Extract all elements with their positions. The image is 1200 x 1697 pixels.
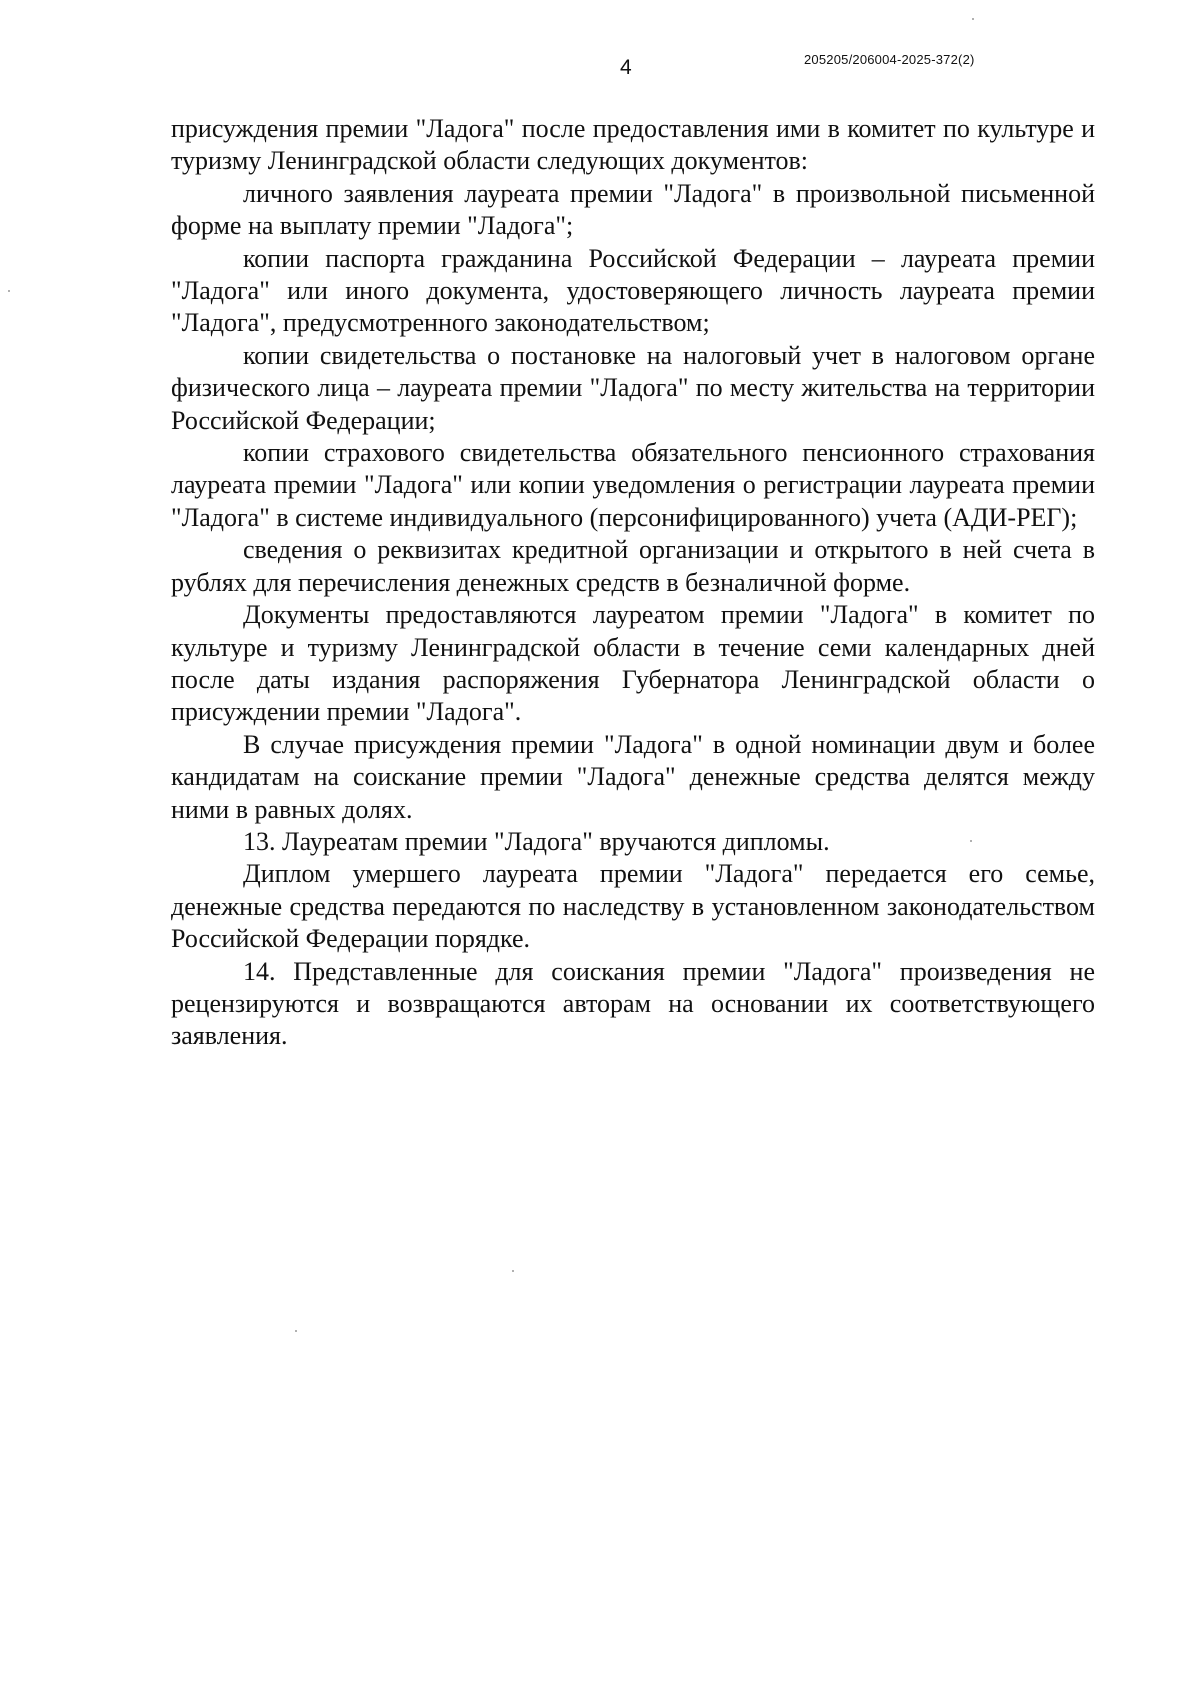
paragraph-continuation: присуждения премии "Ладога" после предоставления ими в комитет по культуре и туризму Ленинградской области следующих документов: <box>171 114 1095 176</box>
document-body <box>171 113 1095 1053</box>
paragraph-personal-statement: личного заявления лауреата премии "Ладога" в произвольной письменной форме на выплату премии "Ладога"; <box>171 178 1095 241</box>
page-number: 4 <box>620 56 632 79</box>
paragraph-shared-award: В случае присуждения премии "Ладога" в одной номинации двум и более кандидатам на соискание премии "Ладога" денежные средства делятся между ними в равных долях. <box>171 729 1095 824</box>
paragraph-tax-registration: копии свидетельства о постановке на налоговый учет в налоговом органе физического лица – лауреата премии "Ладога" по месту жительства на территории Российской Федерации; <box>171 340 1095 435</box>
paragraph-bank-details: сведения о реквизитах кредитной организации и открытого в ней счета в рублях для перечисления денежных средств в безналичной форме. <box>171 535 1095 597</box>
paragraph-item-13: 13. Лауреатам премии "Ладога" вручаются дипломы. <box>243 826 830 856</box>
paragraph-deceased-laureate: Диплом умершего лауреата премии "Ладога" передается его семье, денежные средства передаются по наследству в установленном законодательством Российской Федерации порядке. <box>171 859 1095 954</box>
paragraph-pension-insurance: копии страхового свидетельства обязательного пенсионного страхования лауреата премии "Ладога" или копии уведомления о регистрации лауреата премии "Ладога" в системе индивидуального (персонифицированного) учета (АДИ-РЕГ); <box>171 438 1095 532</box>
paragraph-submission-deadline: Документы предоставляются лауреатом премии "Ладога" в комитет по культуре и туризму Ленинградской области в течение семи календарных дней после даты издания распоряжения Губернатора Ленинградской области о присуждении премии "Ладога". <box>171 600 1095 727</box>
paragraph-item-14: 14. Представленные для соискания премии "Ладога" произведения не рецензируются и возвращаются авторам на основании их соответствующего заявления. <box>171 956 1095 1051</box>
document-id: 205205/206004-2025-372(2) <box>804 52 975 67</box>
paragraph-passport-copy: копии паспорта гражданина Российской Федерации – лауреата премии "Ладога" или иного документа, удостоверяющего личность лауреата премии "Ладога", предусмотренного законодательством; <box>171 243 1095 338</box>
